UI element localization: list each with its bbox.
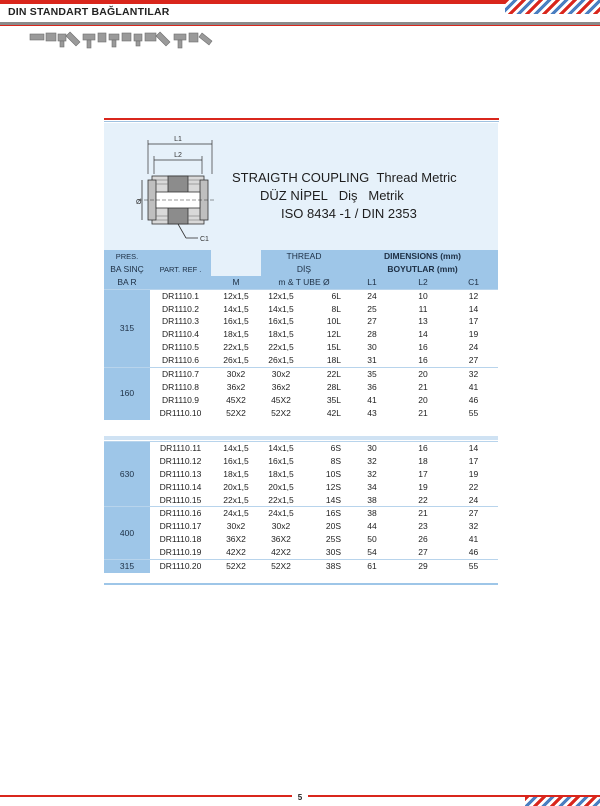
dim-l1-cell: 50 bbox=[367, 534, 377, 545]
spec-table-heavy-series bbox=[104, 441, 498, 573]
pressure-cell: 400 bbox=[104, 507, 150, 560]
dim-l1-cell: 61 bbox=[347, 560, 397, 573]
dim-l1-cell: 44 bbox=[367, 521, 377, 532]
header-blank bbox=[211, 263, 261, 276]
table-row bbox=[104, 481, 498, 494]
header-basinc: BA SINÇ bbox=[104, 263, 150, 276]
part-ref-cell: DR1110.1 bbox=[150, 289, 211, 302]
dim-l2-cell: 18 bbox=[418, 455, 428, 466]
part-ref-cell: DR1110.3 bbox=[161, 316, 199, 327]
fittings-strip-icon bbox=[28, 28, 218, 54]
title-turkish-dis: Diş bbox=[338, 188, 358, 203]
part-ref-cell: DR1110.11 bbox=[150, 442, 211, 455]
header-dimensions: DIMENSIONS (mm) bbox=[347, 250, 498, 263]
dim-l1-cell: 43 bbox=[367, 407, 377, 418]
dim-l1-cell: 34 bbox=[367, 481, 377, 492]
header-dis: DİŞ bbox=[261, 263, 347, 276]
table-row bbox=[104, 455, 498, 468]
thread-m-cell: 24x1,5 bbox=[211, 507, 261, 520]
dim-l2-cell: 21 bbox=[397, 507, 449, 520]
table-row bbox=[104, 328, 498, 341]
dim-l1-cell: 54 bbox=[367, 547, 377, 558]
dim-l2-cell: 26 bbox=[418, 534, 428, 545]
part-ref-cell: DR1110.16 bbox=[150, 507, 211, 520]
table-row bbox=[104, 560, 498, 573]
header-m: M bbox=[211, 276, 261, 289]
table-bottom-rule bbox=[104, 583, 498, 585]
dim-c1-cell: 12 bbox=[449, 289, 498, 302]
thread-m-cell: 36X2 bbox=[226, 534, 246, 545]
part-ref-cell: DR1110.12 bbox=[159, 455, 202, 466]
header-l1: L1 bbox=[347, 276, 397, 289]
thread-mt-cell: 36X2 bbox=[271, 534, 291, 545]
drawing-label-l2: L2 bbox=[174, 152, 182, 159]
table-row bbox=[104, 442, 498, 455]
header-stripe-decoration bbox=[505, 0, 600, 14]
dim-l1-cell: 30 bbox=[367, 342, 377, 353]
header-row-1 bbox=[104, 250, 498, 263]
dim-c1-cell: 24 bbox=[468, 494, 479, 505]
dim-l2-cell: 29 bbox=[397, 560, 449, 573]
thread-m-cell: 52X2 bbox=[211, 560, 261, 573]
dim-c1-cell: 41 bbox=[468, 534, 479, 545]
pressure-cell: 630 bbox=[104, 442, 150, 507]
thread-m-cell: 30x2 bbox=[211, 368, 261, 381]
dim-c1-cell: 46 bbox=[468, 547, 479, 558]
tube-size-cell: 25S bbox=[325, 534, 341, 545]
thread-mt-cell: 30x2 bbox=[271, 521, 291, 532]
dim-c1-cell: 14 bbox=[449, 442, 498, 455]
part-ref-cell: DR1110.5 bbox=[161, 342, 199, 353]
page-number-text: 5 bbox=[292, 793, 308, 802]
part-ref-cell: DR1110.17 bbox=[159, 521, 202, 532]
part-ref-cell: DR1110.8 bbox=[161, 381, 199, 392]
table-row bbox=[104, 507, 498, 520]
thread-mt-cell: 22x1,5 bbox=[268, 494, 294, 505]
dim-l2-cell: 27 bbox=[418, 547, 428, 558]
thread-m-cell: 30x2 bbox=[226, 521, 246, 532]
thread-mt-cell: 16x1,5 bbox=[268, 316, 294, 327]
dim-l1-cell: 28 bbox=[367, 329, 377, 340]
dim-l2-cell: 22 bbox=[418, 494, 428, 505]
title-turkish-metrik: Metrik bbox=[368, 188, 404, 203]
title-turkish bbox=[260, 188, 404, 203]
dim-l1-cell: 35 bbox=[347, 368, 397, 381]
thread-mt-cell: 14x1,5 bbox=[268, 303, 294, 314]
tube-size-cell: 12L bbox=[326, 329, 342, 340]
header-boyutlar: BOYUTLAR (mm) bbox=[347, 263, 498, 276]
part-ref-cell: DR1110.4 bbox=[161, 329, 199, 340]
dim-l1-cell: 24 bbox=[347, 289, 397, 302]
thread-mt-cell: 12x1,5 bbox=[261, 289, 301, 302]
dim-l2-cell: 11 bbox=[418, 303, 428, 314]
spec-table-light-series bbox=[104, 250, 498, 420]
dim-l1-cell: 36 bbox=[367, 381, 377, 392]
drawing-label-c1: C1 bbox=[200, 236, 209, 243]
header-red-bar bbox=[0, 0, 520, 4]
part-ref-cell: DR1110.9 bbox=[161, 394, 199, 405]
thread-m-cell: 45X2 bbox=[226, 394, 246, 405]
table-row bbox=[104, 315, 498, 328]
tube-size-cell: 8L bbox=[331, 303, 342, 314]
part-ref-cell: DR1110.2 bbox=[161, 303, 199, 314]
header-pres: PRES. bbox=[104, 250, 150, 263]
dim-l1-cell: 38 bbox=[367, 494, 377, 505]
dim-c1-cell: 55 bbox=[449, 560, 498, 573]
thread-mt-cell: 20x1,5 bbox=[268, 481, 294, 492]
dim-c1-cell: 22 bbox=[468, 481, 479, 492]
thread-m-cell: 12x1,5 bbox=[211, 289, 261, 302]
dim-l1-cell: 30 bbox=[347, 442, 397, 455]
dim-l2-cell: 21 bbox=[418, 381, 428, 392]
tube-size-cell: 18L bbox=[326, 355, 342, 366]
tube-size-cell: 42L bbox=[326, 407, 342, 418]
dim-l2-cell: 20 bbox=[397, 368, 449, 381]
dim-c1-cell: 41 bbox=[468, 381, 479, 392]
header-l2: L2 bbox=[397, 276, 449, 289]
thread-mt-cell: 42X2 bbox=[271, 547, 291, 558]
dim-l2-cell: 16 bbox=[397, 442, 449, 455]
dim-l2-cell: 17 bbox=[418, 468, 428, 479]
table-row bbox=[104, 289, 498, 302]
thread-m-cell: 16x1,5 bbox=[223, 455, 249, 466]
dim-l1-cell: 25 bbox=[367, 303, 377, 314]
tube-size-cell: 12S bbox=[325, 481, 341, 492]
dim-l1-cell: 32 bbox=[367, 468, 377, 479]
dim-c1-cell: 19 bbox=[468, 329, 479, 340]
part-ref-cell: DR1110.7 bbox=[150, 368, 211, 381]
thread-mt-cell: 24x1,5 bbox=[261, 507, 301, 520]
table-row bbox=[104, 533, 498, 546]
title-english-thread: Thread Metric bbox=[376, 170, 457, 185]
header-thread: THREAD bbox=[261, 250, 347, 263]
title-english-part: STRAIGTH COUPLING bbox=[232, 170, 370, 185]
table-row bbox=[104, 368, 498, 381]
tube-size-cell: 15L bbox=[326, 342, 342, 353]
dim-c1-cell: 17 bbox=[468, 316, 479, 327]
thread-mt-cell: 22x1,5 bbox=[268, 342, 294, 353]
dim-l2-cell: 19 bbox=[418, 481, 428, 492]
thread-m-cell: 18x1,5 bbox=[223, 329, 249, 340]
thread-mt-cell: 30x2 bbox=[261, 368, 301, 381]
dim-c1-cell: 27 bbox=[468, 355, 479, 366]
table-row bbox=[104, 494, 498, 507]
thread-m-cell: 16x1,5 bbox=[223, 316, 249, 327]
tube-size-cell: 28L bbox=[326, 381, 342, 392]
table-row bbox=[104, 546, 498, 559]
dim-l1-cell: 41 bbox=[367, 394, 377, 405]
page-number bbox=[0, 788, 600, 806]
coupling-drawing-icon bbox=[118, 130, 218, 248]
part-ref-cell: DR1110.6 bbox=[161, 355, 199, 366]
card-top-red-rule bbox=[104, 118, 499, 120]
part-ref-cell: DR1110.18 bbox=[159, 534, 202, 545]
thread-m-cell: 52X2 bbox=[226, 407, 246, 418]
table-row bbox=[104, 520, 498, 533]
dim-l2-cell: 14 bbox=[418, 329, 428, 340]
thread-mt-cell: 18x1,5 bbox=[268, 468, 294, 479]
dim-l1-cell: 27 bbox=[367, 316, 377, 327]
header-m-tube: m & T UBE Ø bbox=[261, 276, 347, 289]
part-ref-cell: DR1110.15 bbox=[159, 494, 202, 505]
tube-size-cell: 16S bbox=[301, 507, 347, 520]
thread-mt-cell: 52X2 bbox=[261, 560, 301, 573]
dim-c1-cell: 32 bbox=[468, 521, 479, 532]
thread-mt-cell: 16x1,5 bbox=[268, 455, 294, 466]
pressure-cell: 315 bbox=[104, 560, 150, 573]
table-row bbox=[104, 354, 498, 367]
dim-l2-cell: 16 bbox=[418, 355, 428, 366]
thread-m-cell: 20x1,5 bbox=[223, 481, 249, 492]
dim-l2-cell: 10 bbox=[397, 289, 449, 302]
thread-m-cell: 22x1,5 bbox=[223, 342, 249, 353]
header-c1: C1 bbox=[449, 276, 498, 289]
part-ref-cell: DR1110.19 bbox=[159, 547, 202, 558]
table-row bbox=[104, 407, 498, 420]
thread-mt-cell: 52X2 bbox=[271, 407, 291, 418]
dim-l1-cell: 38 bbox=[347, 507, 397, 520]
dim-l2-cell: 16 bbox=[418, 342, 428, 353]
thread-m-cell: 42X2 bbox=[226, 547, 246, 558]
card-top-blue-rule bbox=[104, 121, 499, 122]
thread-mt-cell: 14x1,5 bbox=[261, 442, 301, 455]
tube-size-cell: 6S bbox=[301, 442, 347, 455]
tube-size-cell: 35L bbox=[326, 394, 342, 405]
dim-c1-cell: 46 bbox=[468, 394, 479, 405]
table-row bbox=[104, 303, 498, 316]
thread-m-cell: 14x1,5 bbox=[223, 303, 249, 314]
thread-m-cell: 22x1,5 bbox=[223, 494, 249, 505]
dim-c1-cell: 14 bbox=[468, 303, 479, 314]
standard-label: ISO 8434 -1 / DIN 2353 bbox=[281, 206, 417, 221]
tube-size-cell: 8S bbox=[330, 455, 341, 466]
table-row bbox=[104, 341, 498, 354]
header-blank bbox=[211, 250, 261, 263]
table-row bbox=[104, 468, 498, 481]
header-bar: BA R bbox=[104, 276, 150, 289]
pressure-cell: 160 bbox=[104, 368, 150, 420]
dim-c1-cell: 19 bbox=[468, 468, 479, 479]
tube-size-cell: 14S bbox=[325, 494, 341, 505]
dim-l2-cell: 13 bbox=[418, 316, 428, 327]
thread-m-cell: 36x2 bbox=[226, 381, 246, 392]
part-ref-cell: DR1110.10 bbox=[159, 407, 202, 418]
table-separator bbox=[104, 436, 498, 440]
dim-c1-cell: 17 bbox=[468, 455, 479, 466]
dim-c1-cell: 55 bbox=[468, 407, 479, 418]
thread-mt-cell: 45X2 bbox=[271, 394, 291, 405]
tube-size-cell: 6L bbox=[301, 289, 347, 302]
dim-l2-cell: 21 bbox=[418, 407, 428, 418]
dim-c1-cell: 32 bbox=[449, 368, 498, 381]
part-ref-cell: DR1110.13 bbox=[159, 468, 202, 479]
thread-mt-cell: 36x2 bbox=[271, 381, 291, 392]
thread-mt-cell: 26x1,5 bbox=[268, 355, 294, 366]
footer-stripe-decoration bbox=[525, 797, 600, 806]
page-title: DIN STANDART BAĞLANTILAR bbox=[8, 6, 170, 18]
header-part-ref: PART. REF . bbox=[150, 250, 211, 289]
tube-size-cell: 10S bbox=[325, 468, 341, 479]
thread-m-cell: 14x1,5 bbox=[211, 442, 261, 455]
dim-l1-cell: 31 bbox=[367, 355, 377, 366]
thread-m-cell: 26x1,5 bbox=[223, 355, 249, 366]
thread-mt-cell: 18x1,5 bbox=[268, 329, 294, 340]
thread-m-cell: 18x1,5 bbox=[223, 468, 249, 479]
tube-size-cell: 10L bbox=[326, 316, 342, 327]
dim-l2-cell: 20 bbox=[418, 394, 428, 405]
table-row bbox=[104, 394, 498, 407]
title-turkish-part: DÜZ NİPEL bbox=[260, 188, 328, 203]
table-row bbox=[104, 381, 498, 394]
dim-c1-cell: 24 bbox=[468, 342, 479, 353]
part-ref-cell: DR1110.20 bbox=[150, 560, 211, 573]
part-ref-cell: DR1110.14 bbox=[159, 481, 202, 492]
tube-size-cell: 20S bbox=[325, 521, 341, 532]
dim-c1-cell: 27 bbox=[449, 507, 498, 520]
drawing-label-dia: Ø bbox=[136, 199, 142, 206]
dim-l2-cell: 23 bbox=[418, 521, 428, 532]
tube-size-cell: 30S bbox=[325, 547, 341, 558]
title-english bbox=[232, 170, 457, 185]
drawing-label-l1: L1 bbox=[174, 136, 182, 143]
tube-size-cell: 38S bbox=[301, 560, 347, 573]
dim-l1-cell: 32 bbox=[367, 455, 377, 466]
tube-size-cell: 22L bbox=[301, 368, 347, 381]
header-red-rule bbox=[0, 25, 600, 26]
pressure-cell: 315 bbox=[104, 289, 150, 367]
